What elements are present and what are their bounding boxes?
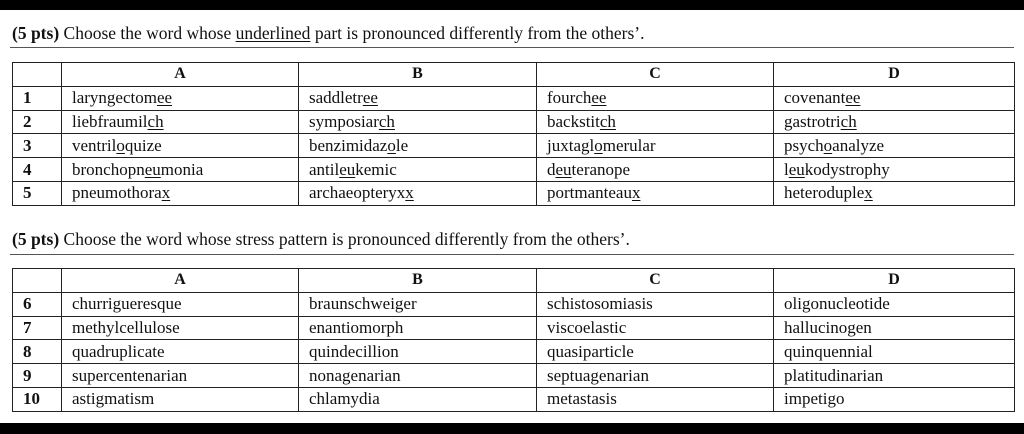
option-c-cell: metastasis: [537, 387, 774, 411]
header-cell-c: C: [537, 269, 774, 293]
section1-prompt-underlined: underlined: [235, 23, 311, 43]
option-c-cell: viscoelastic: [537, 316, 774, 340]
section1-divider: [10, 47, 1014, 48]
section1-prompt-after: part is pronounced differently from the others’.: [310, 23, 645, 43]
underlined-part: eu: [788, 159, 805, 179]
table-row: [13, 340, 1015, 364]
option-b-cell: braunschweiger: [299, 292, 537, 316]
underlined-part: o: [387, 135, 396, 155]
option-a-cell: supercentenarian: [62, 364, 299, 388]
word-part: covenant: [784, 88, 846, 108]
row-number: 10: [13, 387, 62, 411]
word-part: heteroduple: [784, 183, 865, 203]
table-row: [13, 364, 1015, 388]
word-part: pneumothora: [72, 183, 162, 203]
header-cell-b: B: [299, 63, 537, 87]
row-number: 4: [13, 158, 62, 182]
word-part: kemic: [355, 159, 397, 179]
option-d-cell: [774, 110, 1015, 134]
option-b-cell: [299, 181, 537, 205]
option-d-cell: impetigo: [774, 387, 1015, 411]
option-b-cell: [299, 134, 537, 158]
header-cell-d: D: [774, 269, 1015, 293]
option-d-cell: [774, 158, 1015, 182]
header-cell-d: D: [774, 63, 1015, 87]
header-cell-a: A: [62, 63, 299, 87]
row-number: 6: [13, 292, 62, 316]
top-border-bar: [0, 0, 1024, 10]
table-row: [13, 292, 1015, 316]
word-part: ventril: [72, 135, 117, 155]
word-part: l: [784, 159, 789, 179]
option-d-cell: oligonucleotide: [774, 292, 1015, 316]
word-part: backstit: [547, 111, 600, 131]
option-c-cell: [537, 110, 774, 134]
underlined-part: ch: [840, 111, 857, 131]
stress-table: [12, 268, 1015, 412]
table-row: [13, 316, 1015, 340]
word-part: monia: [160, 159, 204, 179]
underlined-part: x: [631, 183, 641, 203]
option-b-cell: enantiomorph: [299, 316, 537, 340]
word-part: quize: [124, 135, 162, 155]
underlined-part: x: [405, 183, 414, 203]
option-d-cell: platitudinarian: [774, 364, 1015, 388]
option-b-cell: chlamydia: [299, 387, 537, 411]
word-part: antil: [309, 159, 340, 179]
section2-divider: [10, 254, 1014, 255]
option-a-cell: [62, 110, 299, 134]
option-c-cell: [537, 86, 774, 110]
section1-prompt-before: Choose the word whose: [59, 23, 236, 43]
table-row: [13, 134, 1015, 158]
table-row: [13, 387, 1015, 411]
option-b-cell: nonagenarian: [299, 364, 537, 388]
option-a-cell: astigmatism: [62, 387, 299, 411]
underlined-part: ch: [147, 111, 164, 131]
header-cell-c: C: [537, 63, 774, 87]
underlined-part: ee: [845, 88, 861, 108]
word-part: saddletr: [309, 88, 363, 108]
table-row: [13, 86, 1015, 110]
option-b-cell: [299, 110, 537, 134]
word-part: merular: [602, 135, 656, 155]
word-part: le: [395, 135, 409, 155]
underlined-part: eu: [144, 159, 161, 179]
underlined-part: ch: [599, 111, 616, 131]
option-c-cell: [537, 181, 774, 205]
underlined-part: o: [823, 135, 833, 155]
section1-points: (5 pts): [12, 23, 60, 43]
option-d-cell: hallucinogen: [774, 316, 1015, 340]
word-part: d: [547, 159, 556, 179]
word-part: fourch: [547, 88, 592, 108]
underlined-part: x: [161, 183, 171, 203]
option-c-cell: septuagenarian: [537, 364, 774, 388]
row-number: 7: [13, 316, 62, 340]
row-number: 9: [13, 364, 62, 388]
word-part: kodystrophy: [804, 159, 890, 179]
word-part: benzimidaz: [309, 135, 388, 155]
section1-heading: [12, 22, 644, 44]
word-part: liebfraumil: [72, 111, 148, 131]
option-d-cell: [774, 134, 1015, 158]
underlined-part: eu: [555, 159, 572, 179]
word-part: symposiar: [309, 111, 379, 131]
word-part: archaeopteryx: [309, 183, 406, 203]
section2-points: (5 pts): [12, 229, 60, 249]
word-part: analyze: [832, 135, 885, 155]
pronunciation-table: [12, 62, 1015, 206]
row-number: 2: [13, 110, 62, 134]
header-cell-blank: [13, 269, 62, 293]
underlined-part: ee: [362, 88, 378, 108]
word-part: portmanteau: [547, 183, 632, 203]
table-row: [13, 110, 1015, 134]
option-d-cell: quinquennial: [774, 340, 1015, 364]
table-row: [13, 158, 1015, 182]
word-part: gastrotri: [784, 111, 841, 131]
option-a-cell: [62, 158, 299, 182]
option-a-cell: [62, 86, 299, 110]
row-number: 8: [13, 340, 62, 364]
table-header-row: [13, 269, 1015, 293]
option-b-cell: [299, 86, 537, 110]
row-number: 1: [13, 86, 62, 110]
underlined-part: eu: [339, 159, 356, 179]
underlined-part: o: [116, 135, 125, 155]
row-number: 3: [13, 134, 62, 158]
word-part: juxtagl: [547, 135, 595, 155]
option-b-cell: [299, 158, 537, 182]
option-a-cell: churrigueresque: [62, 292, 299, 316]
option-c-cell: schistosomiasis: [537, 292, 774, 316]
section2-heading: [12, 228, 630, 250]
underlined-part: x: [864, 183, 873, 203]
header-cell-a: A: [62, 269, 299, 293]
option-a-cell: quadruplicate: [62, 340, 299, 364]
word-part: bronchopn: [72, 159, 145, 179]
underlined-part: ee: [156, 88, 173, 108]
option-a-cell: [62, 134, 299, 158]
underlined-part: ee: [591, 88, 607, 108]
option-c-cell: [537, 134, 774, 158]
option-a-cell: methylcellulose: [62, 316, 299, 340]
option-b-cell: quindecillion: [299, 340, 537, 364]
header-cell-b: B: [299, 269, 537, 293]
option-d-cell: [774, 86, 1015, 110]
option-a-cell: [62, 181, 299, 205]
word-part: psych: [784, 135, 824, 155]
header-cell-blank: [13, 63, 62, 87]
option-c-cell: [537, 158, 774, 182]
table-row: [13, 181, 1015, 205]
row-number: 5: [13, 181, 62, 205]
word-part: laryngectom: [72, 88, 157, 108]
option-d-cell: [774, 181, 1015, 205]
underlined-part: o: [594, 135, 603, 155]
option-c-cell: quasiparticle: [537, 340, 774, 364]
word-part: teranope: [571, 159, 631, 179]
bottom-border-bar: [0, 423, 1024, 434]
underlined-part: ch: [378, 111, 395, 131]
table-header-row: [13, 63, 1015, 87]
section2-prompt: Choose the word whose stress pattern is pronounced differently from the others’.: [59, 229, 630, 249]
